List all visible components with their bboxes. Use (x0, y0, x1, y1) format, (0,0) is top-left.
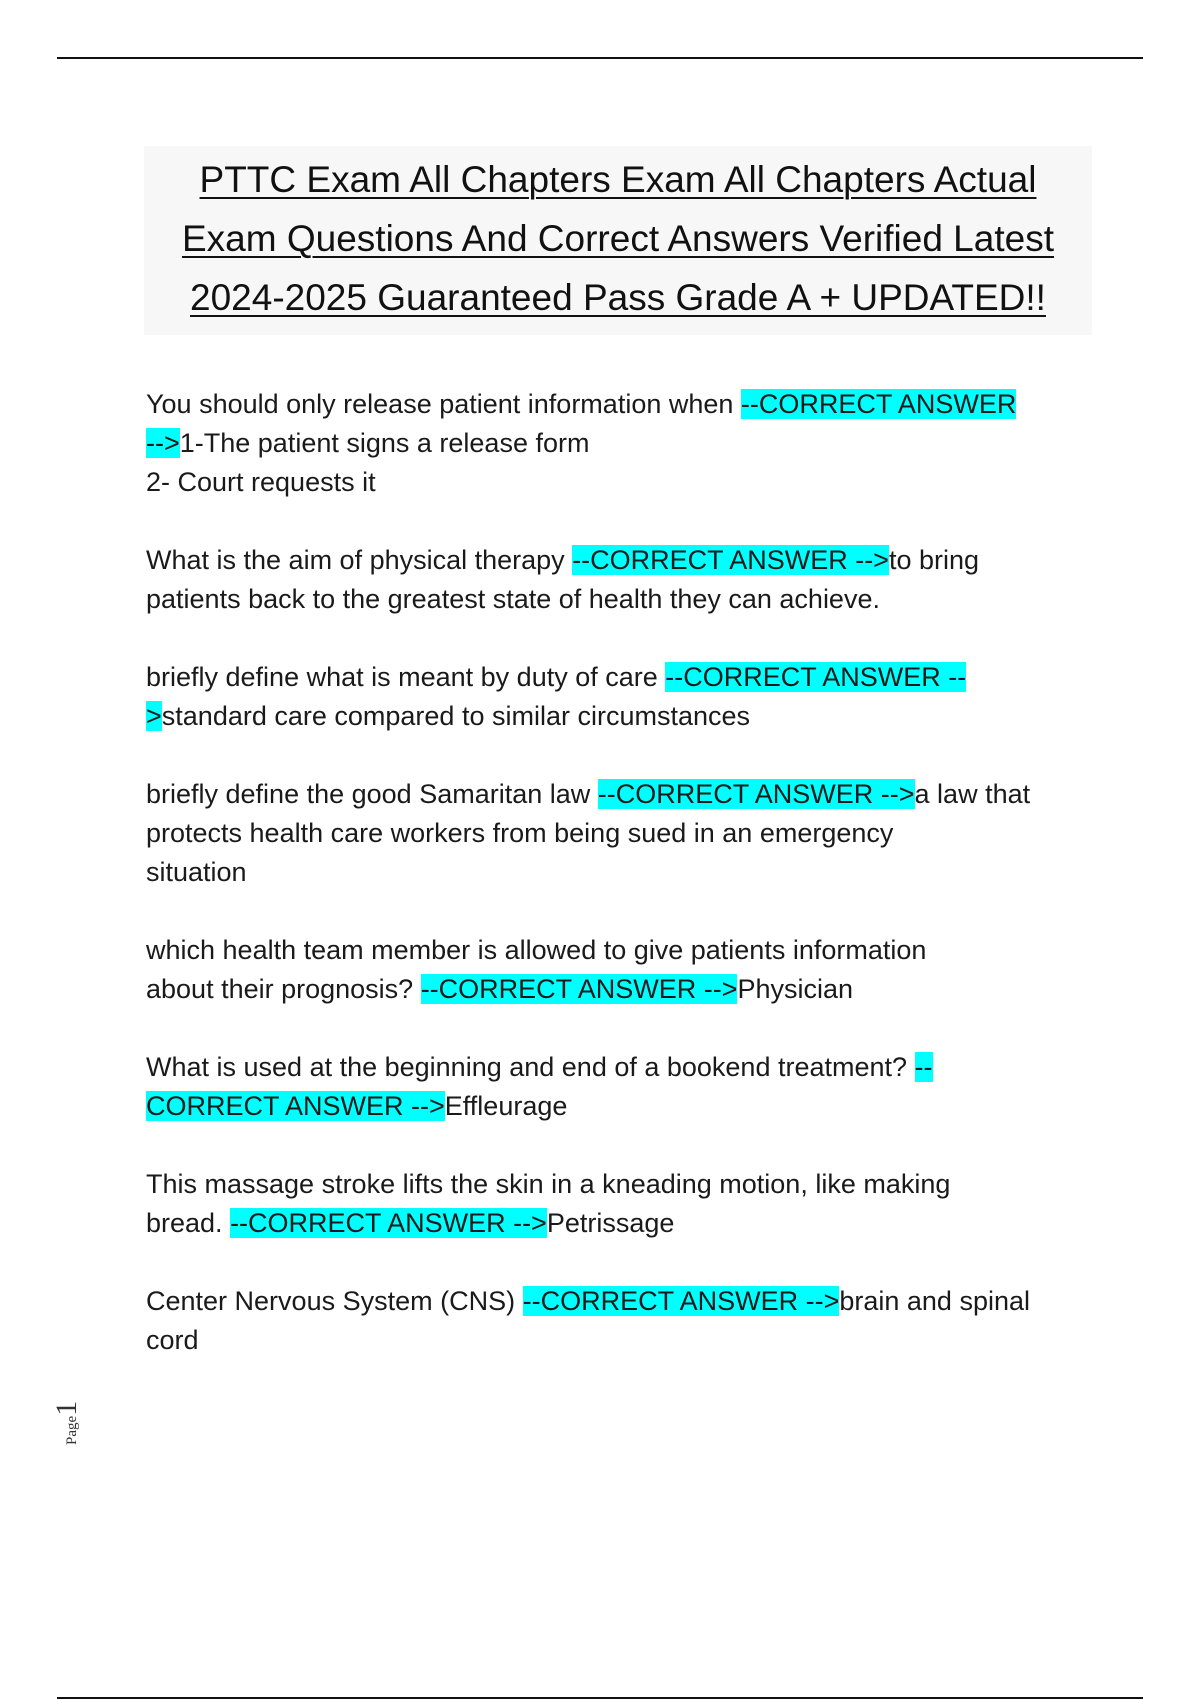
answer-text: to bring (888, 545, 980, 575)
qa-text: What is the aim of physical therapy (146, 545, 573, 575)
qa-item (146, 1282, 1096, 1360)
answer-text: standard care compared to similar circumstances (161, 701, 751, 731)
correct-answer-marker: -- (914, 1052, 933, 1082)
qa-line (146, 697, 1096, 736)
qa-text: situation (146, 857, 247, 887)
qa-item (146, 775, 1096, 892)
qa-line (146, 970, 1096, 1009)
qa-text: cord (146, 1325, 199, 1355)
qa-text: bread. (146, 1208, 231, 1238)
qa-line (146, 1165, 1096, 1204)
qa-item (146, 541, 1096, 619)
page-number (50, 1385, 83, 1445)
title-line: Exam Questions And Correct Answers Verified Latest (182, 218, 1054, 259)
correct-answer-marker: --CORRECT ANSWER --> (522, 1286, 840, 1316)
qa-line (146, 463, 1096, 502)
answer-text: Effleurage (444, 1091, 568, 1121)
qa-text: about their prognosis? (146, 974, 421, 1004)
correct-answer-marker: --> (146, 428, 180, 458)
qa-text: which health team member is allowed to give patients information (146, 935, 927, 965)
footer-rule (57, 1697, 1143, 1699)
header-rule (57, 57, 1143, 59)
document-title (144, 146, 1092, 335)
answer-text: Petrissage (546, 1208, 675, 1238)
qa-text: 2- Court requests it (146, 467, 376, 497)
qa-line (146, 1282, 1096, 1321)
qa-item (146, 1048, 1096, 1126)
qa-item (146, 1165, 1096, 1243)
qa-line (146, 385, 1096, 424)
qa-line (146, 541, 1096, 580)
question-answer-list (146, 385, 1096, 1399)
correct-answer-marker: --CORRECT ANSWER --> (230, 1208, 547, 1238)
answer-text: 1-The patient signs a release form (179, 428, 590, 458)
correct-answer-marker: > (146, 701, 162, 731)
correct-answer-marker: --CORRECT ANSWER (740, 389, 1017, 419)
qa-item (146, 385, 1096, 502)
title-line: PTTC Exam All Chapters Exam All Chapters Actual (199, 159, 1037, 200)
answer-text: brain and spinal (839, 1286, 1030, 1316)
qa-line (146, 424, 1096, 463)
qa-text: briefly define what is meant by duty of care (146, 662, 666, 692)
answer-text: Physician (737, 974, 854, 1004)
qa-text: protects health care workers from being sued in an emergency (146, 818, 894, 848)
qa-line (146, 853, 1096, 892)
correct-answer-marker: --CORRECT ANSWER --> (420, 974, 738, 1004)
page-label: Page (64, 1415, 80, 1445)
qa-text: What is used at the beginning and end of a bookend treatment? (146, 1052, 915, 1082)
title-line: 2024-2025 Guaranteed Pass Grade A + UPDATED!! (190, 277, 1046, 318)
qa-line (146, 1204, 1096, 1243)
qa-line (146, 580, 1096, 619)
qa-line (146, 1048, 1096, 1087)
qa-text: briefly define the good Samaritan law (146, 779, 598, 809)
qa-text: Center Nervous System (CNS) (146, 1286, 523, 1316)
correct-answer-marker: CORRECT ANSWER --> (146, 1091, 445, 1121)
qa-text: This massage stroke lifts the skin in a kneading motion, like making (146, 1169, 951, 1199)
answer-text: a law that (914, 779, 1031, 809)
qa-line (146, 814, 1096, 853)
correct-answer-marker: --CORRECT ANSWER -- (665, 662, 967, 692)
correct-answer-marker: --CORRECT ANSWER --> (597, 779, 915, 809)
page-number-value: 1 (50, 1400, 83, 1416)
qa-line (146, 775, 1096, 814)
qa-item (146, 658, 1096, 736)
qa-text: patients back to the greatest state of health they can achieve. (146, 584, 880, 614)
qa-line (146, 1321, 1096, 1360)
qa-item (146, 931, 1096, 1009)
qa-text: You should only release patient information when (146, 389, 741, 419)
correct-answer-marker: --CORRECT ANSWER --> (572, 545, 889, 575)
qa-line (146, 1087, 1096, 1126)
qa-line (146, 658, 1096, 697)
qa-line (146, 931, 1096, 970)
